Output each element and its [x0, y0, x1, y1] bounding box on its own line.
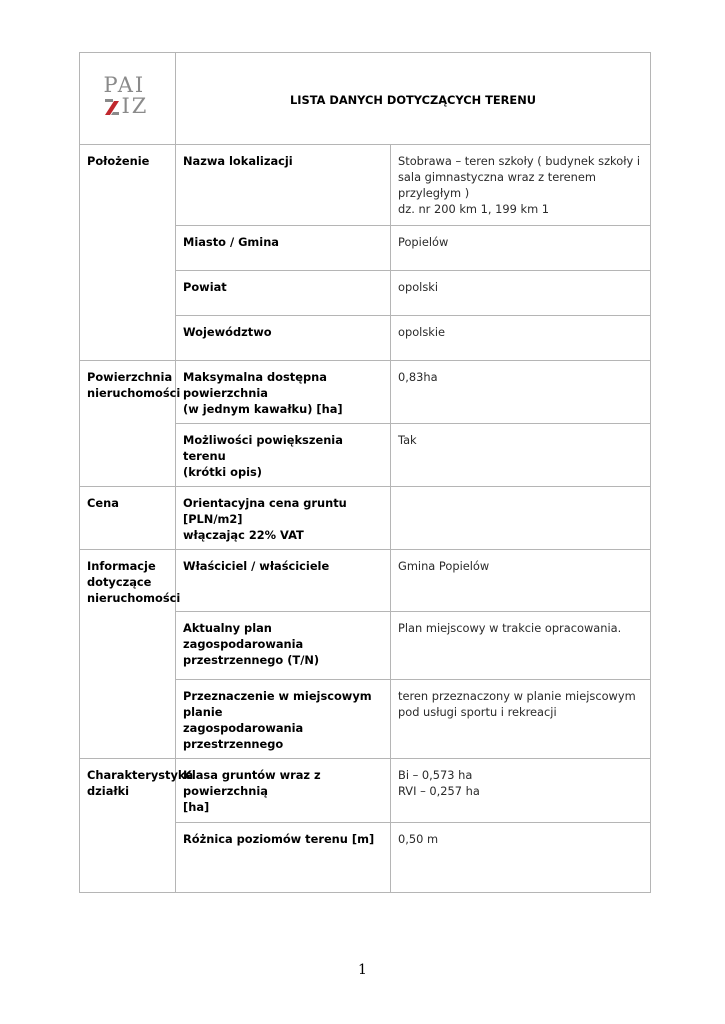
field-label-wojewodztwo: Województwo	[176, 316, 391, 361]
field-label-wlasciciel: Właściciel / właściciele	[176, 550, 391, 612]
section-label-cena: Cena	[80, 487, 176, 550]
field-label-miasto: Miasto / Gmina	[176, 226, 391, 271]
field-value-mozliwosci: Tak	[391, 424, 651, 487]
field-value-miasto: Popielów	[391, 226, 651, 271]
table-row	[80, 487, 651, 550]
field-label-mozliwosci: Możliwości powiększenia terenu (krótki opis)	[176, 424, 391, 487]
field-label-max-powierzchnia: Maksymalna dostępna powierzchnia (w jednym kawałku) [ha]	[176, 361, 391, 424]
field-label-cena: Orientacyjna cena gruntu [PLN/m2] włączając 22% VAT	[176, 487, 391, 550]
paiiz-logo	[102, 73, 154, 121]
field-label-powiat: Powiat	[176, 271, 391, 316]
page-number: 1	[358, 962, 367, 978]
field-label-nazwa: Nazwa lokalizacji	[176, 145, 391, 226]
logo-text-line2: IZ	[121, 93, 149, 118]
logo-cell	[80, 53, 176, 145]
field-label-plan: Aktualny plan zagospodarowania przestrzennego (T/N)	[176, 612, 391, 680]
field-value-wlasciciel: Gmina Popielów	[391, 550, 651, 612]
section-label-polozenie: Położenie	[80, 145, 176, 361]
field-value-cena	[391, 487, 651, 550]
table-row	[80, 361, 651, 424]
section-label-informacje: Informacje dotyczące nieruchomości	[80, 550, 176, 759]
property-data-table	[79, 52, 651, 893]
logo-text-line1: PAI	[103, 72, 146, 97]
document-title: LISTA DANYCH DOTYCZĄCYCH TERENU	[176, 53, 651, 145]
field-value-plan: Plan miejscowy w trakcie opracowania.	[391, 612, 651, 680]
table-row	[80, 145, 651, 226]
field-value-max-powierzchnia: 0,83ha	[391, 361, 651, 424]
field-value-nazwa: Stobrawa – teren szkoły ( budynek szkoły i sala gimnastyczna wraz z terenem przyległym ) dz. nr 200 km 1, 199 km 1	[391, 145, 651, 226]
field-value-roznica: 0,50 m	[391, 823, 651, 893]
field-label-klasa: Klasa gruntów wraz z powierzchnią [ha]	[176, 759, 391, 823]
section-label-charakterystyka: Charakterystyka działki	[80, 759, 176, 893]
table-row	[80, 550, 651, 612]
section-label-powierzchnia: Powierzchnia nieruchomości	[80, 361, 176, 487]
field-value-powiat: opolski	[391, 271, 651, 316]
field-value-wojewodztwo: opolskie	[391, 316, 651, 361]
logo-mark-icon	[104, 98, 120, 116]
field-label-roznica: Różnica poziomów terenu [m]	[176, 823, 391, 893]
field-label-przeznaczenie: Przeznaczenie w miejscowym planie zagospodarowania przestrzennego	[176, 680, 391, 759]
table-row	[80, 759, 651, 823]
field-value-klasa: Bi – 0,573 ha RVI – 0,257 ha	[391, 759, 651, 823]
header-row	[80, 53, 651, 145]
field-value-przeznaczenie: teren przeznaczony w planie miejscowym pod usługi sportu i rekreacji	[391, 680, 651, 759]
